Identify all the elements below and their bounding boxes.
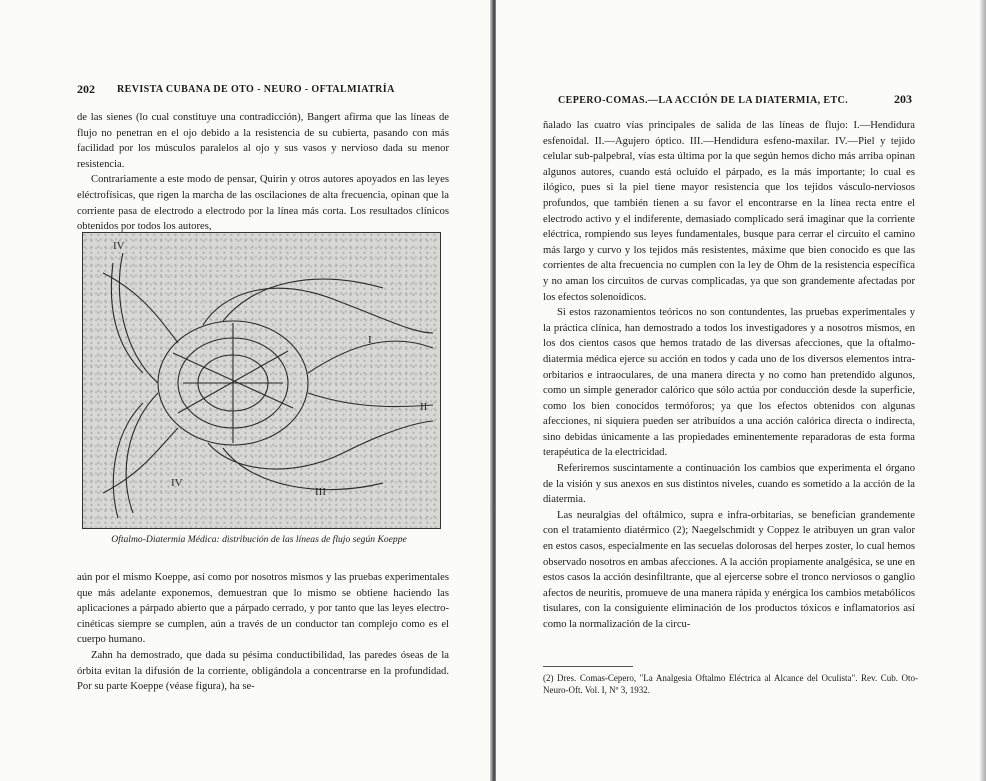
page-number-right: 203 <box>894 92 912 106</box>
paragraph: Las neuralgias del oftálmico, supra e infra-orbitarias, se benefician grandemente con el tratamiento diatérmico (2); Naegelschmidt y Coppez le atribuyen un gran valor en estos casos, especialmente en las secuelas dolorosas del herpes zoster, lo cual hemos observado nosotros en ambas afecciones. A la acción propiamente analgésica, se une en estos casos la acción desinfiltrante, que al ejercerse sobre el tronco nerviosos o ganglio afectos de neuritis, promueve de una manera rápida y enérgica los cambios metabólicos tisulares, con la consiguiente eliminación de los productos tóxicos e inflamatorios así como la normalización de la circu- <box>543 509 915 630</box>
paragraph: Contrariamente a este modo de pensar, Quirin y otros autores apoyados en las leyes eléctrofísicas, que rigen la marcha de las oscilaciones de alta frecuencia, opinan que la corriente pasa de electrodo a electrodo por la línea más corta. Los resultados clínicos obtenidos por todos los autores, <box>77 174 449 233</box>
figure-caption: Oftalmo-Diatermia Médica: distribución de las líneas de flujo según Koeppe <box>111 534 407 545</box>
figure-illustration <box>83 233 440 528</box>
figure-label-ii: II <box>420 401 428 413</box>
flux-lines-figure <box>82 232 441 529</box>
left-text-bottom <box>77 570 449 695</box>
left-page <box>0 0 492 781</box>
figure-label-iii: III <box>315 486 326 498</box>
figure-label-i: I <box>368 334 372 346</box>
right-page <box>496 0 986 781</box>
figure-label-iv-bottom: IV <box>171 477 183 489</box>
footnote-rule <box>543 666 633 667</box>
running-head-right: CEPERO-COMAS.—LA ACCIÓN DE LA DIATERMIA, ETC. <box>558 95 849 106</box>
right-text <box>543 118 915 633</box>
paragraph: Zahn ha demostrado, que dada su pésima conductibilidad, las paredes óseas de la órbita evitan la difusión de la corriente, obligándola a concentrarse en la profundidad. Por su parte Koeppe (véase figura), ha se- <box>77 649 449 693</box>
page-number-left: 202 <box>77 82 95 96</box>
figure-label-iv-top: IV <box>113 240 125 252</box>
scan-right-edge <box>980 0 986 781</box>
left-text-top <box>77 110 449 235</box>
paragraph: ñalado las cuatro vías principales de salida de las líneas de flujo: I.—Hendidura esfenoidal. II.—Agujero óptico. III.—Hendidura esfeno-maxilar. IV.—Piel y tejido celular sub-palpebral, vías esta última por la que según hemos dicho más arriba opinan algunos autores, cuando está ocluído el párpado, es la más importante; lo cual es ilógico, pues si la piel tiene mayor resistencia que los tejidos vásculo-nerviosos profundos, que también tienen a su favor el encontrarse en la línea recta entre el electrodo activo y el indiferente, demasiado complicado será imaginar que la corriente eléctrica, rompiendo sus leyes fundamentales, busque para cerrar el circuito el camino más largo y curvo y los tejidos más resistentes, máxime que bien conocido es que las corrientes de alta frecuencia no cumplen con la ley de Ohm de la resistencia específica y no aman los circuitos de curvas complicadas, ya que son grandemente afectadas por los efectos solenoídicos. <box>543 120 915 303</box>
footnote: (2) Dres. Comas-Cepero, "La Analgesia Oftalmo Eléctrica al Alcance del Oculista". Rev. Cub. Oto-Neuro-Oft. Vol. I, Nº 3, 1932. <box>543 673 918 695</box>
paragraph: Si estos razonamientos teóricos no son contundentes, las pruebas experimentales y la práctica clínica, han demostrado a todos los investigadores y a nosotros mismos, en los dos cientos casos que hemos tratado de las diversas afecciones, que la oftalmo-diatermia médica ejerce su acción en todos y cada uno de los diversos elementos intra-orbitarios e intraoculares, de una manera directa y no como han pretendido algunos, como un simple generador calórico que sólo actúa por conducción desde la superficie, como los bien conocidos termóforos; ya que los efectos obtenidos con algunas afecciones, ni siquiera pueden ser atribuídos a una acción calórica directa o indirecta, sino debidas únicamente a las propiedades eminentemente reparadoras de esta forma terapéutica de la electricidad. <box>543 307 915 459</box>
paragraph: aún por el mismo Koeppe, así como por nosotros mismos y las pruebas experimentales que más adelante exponemos, demuestran que lo mismo se obtiene haciendo las aplicaciones a párpado abierto que a párpado cerrado, y por tanto que las leyes electro-cinéticas siempre se cumplen, aún a través de un conductor tan complejo como es el cuerpo humano. <box>77 572 449 646</box>
running-head-left: REVISTA CUBANA DE OTO - NEURO - OFTALMIATRÍA <box>117 84 395 95</box>
paragraph: de las sienes (lo cual constituye una contradicción), Bangert afirma que las líneas de flujo no penetran en el ojo debido a la resistencia de su cubierta, pasando con más facilidad por los músculos paralelos al ojo y sus vasos y nervioso dada su menor resistencia. <box>77 112 449 170</box>
paragraph: Referiremos suscintamente a continuación los cambios que experimenta el órgano de la visión y sus anexos en sus distintos niveles, cuando es sometido a la acción de la diatermia. <box>543 463 915 506</box>
